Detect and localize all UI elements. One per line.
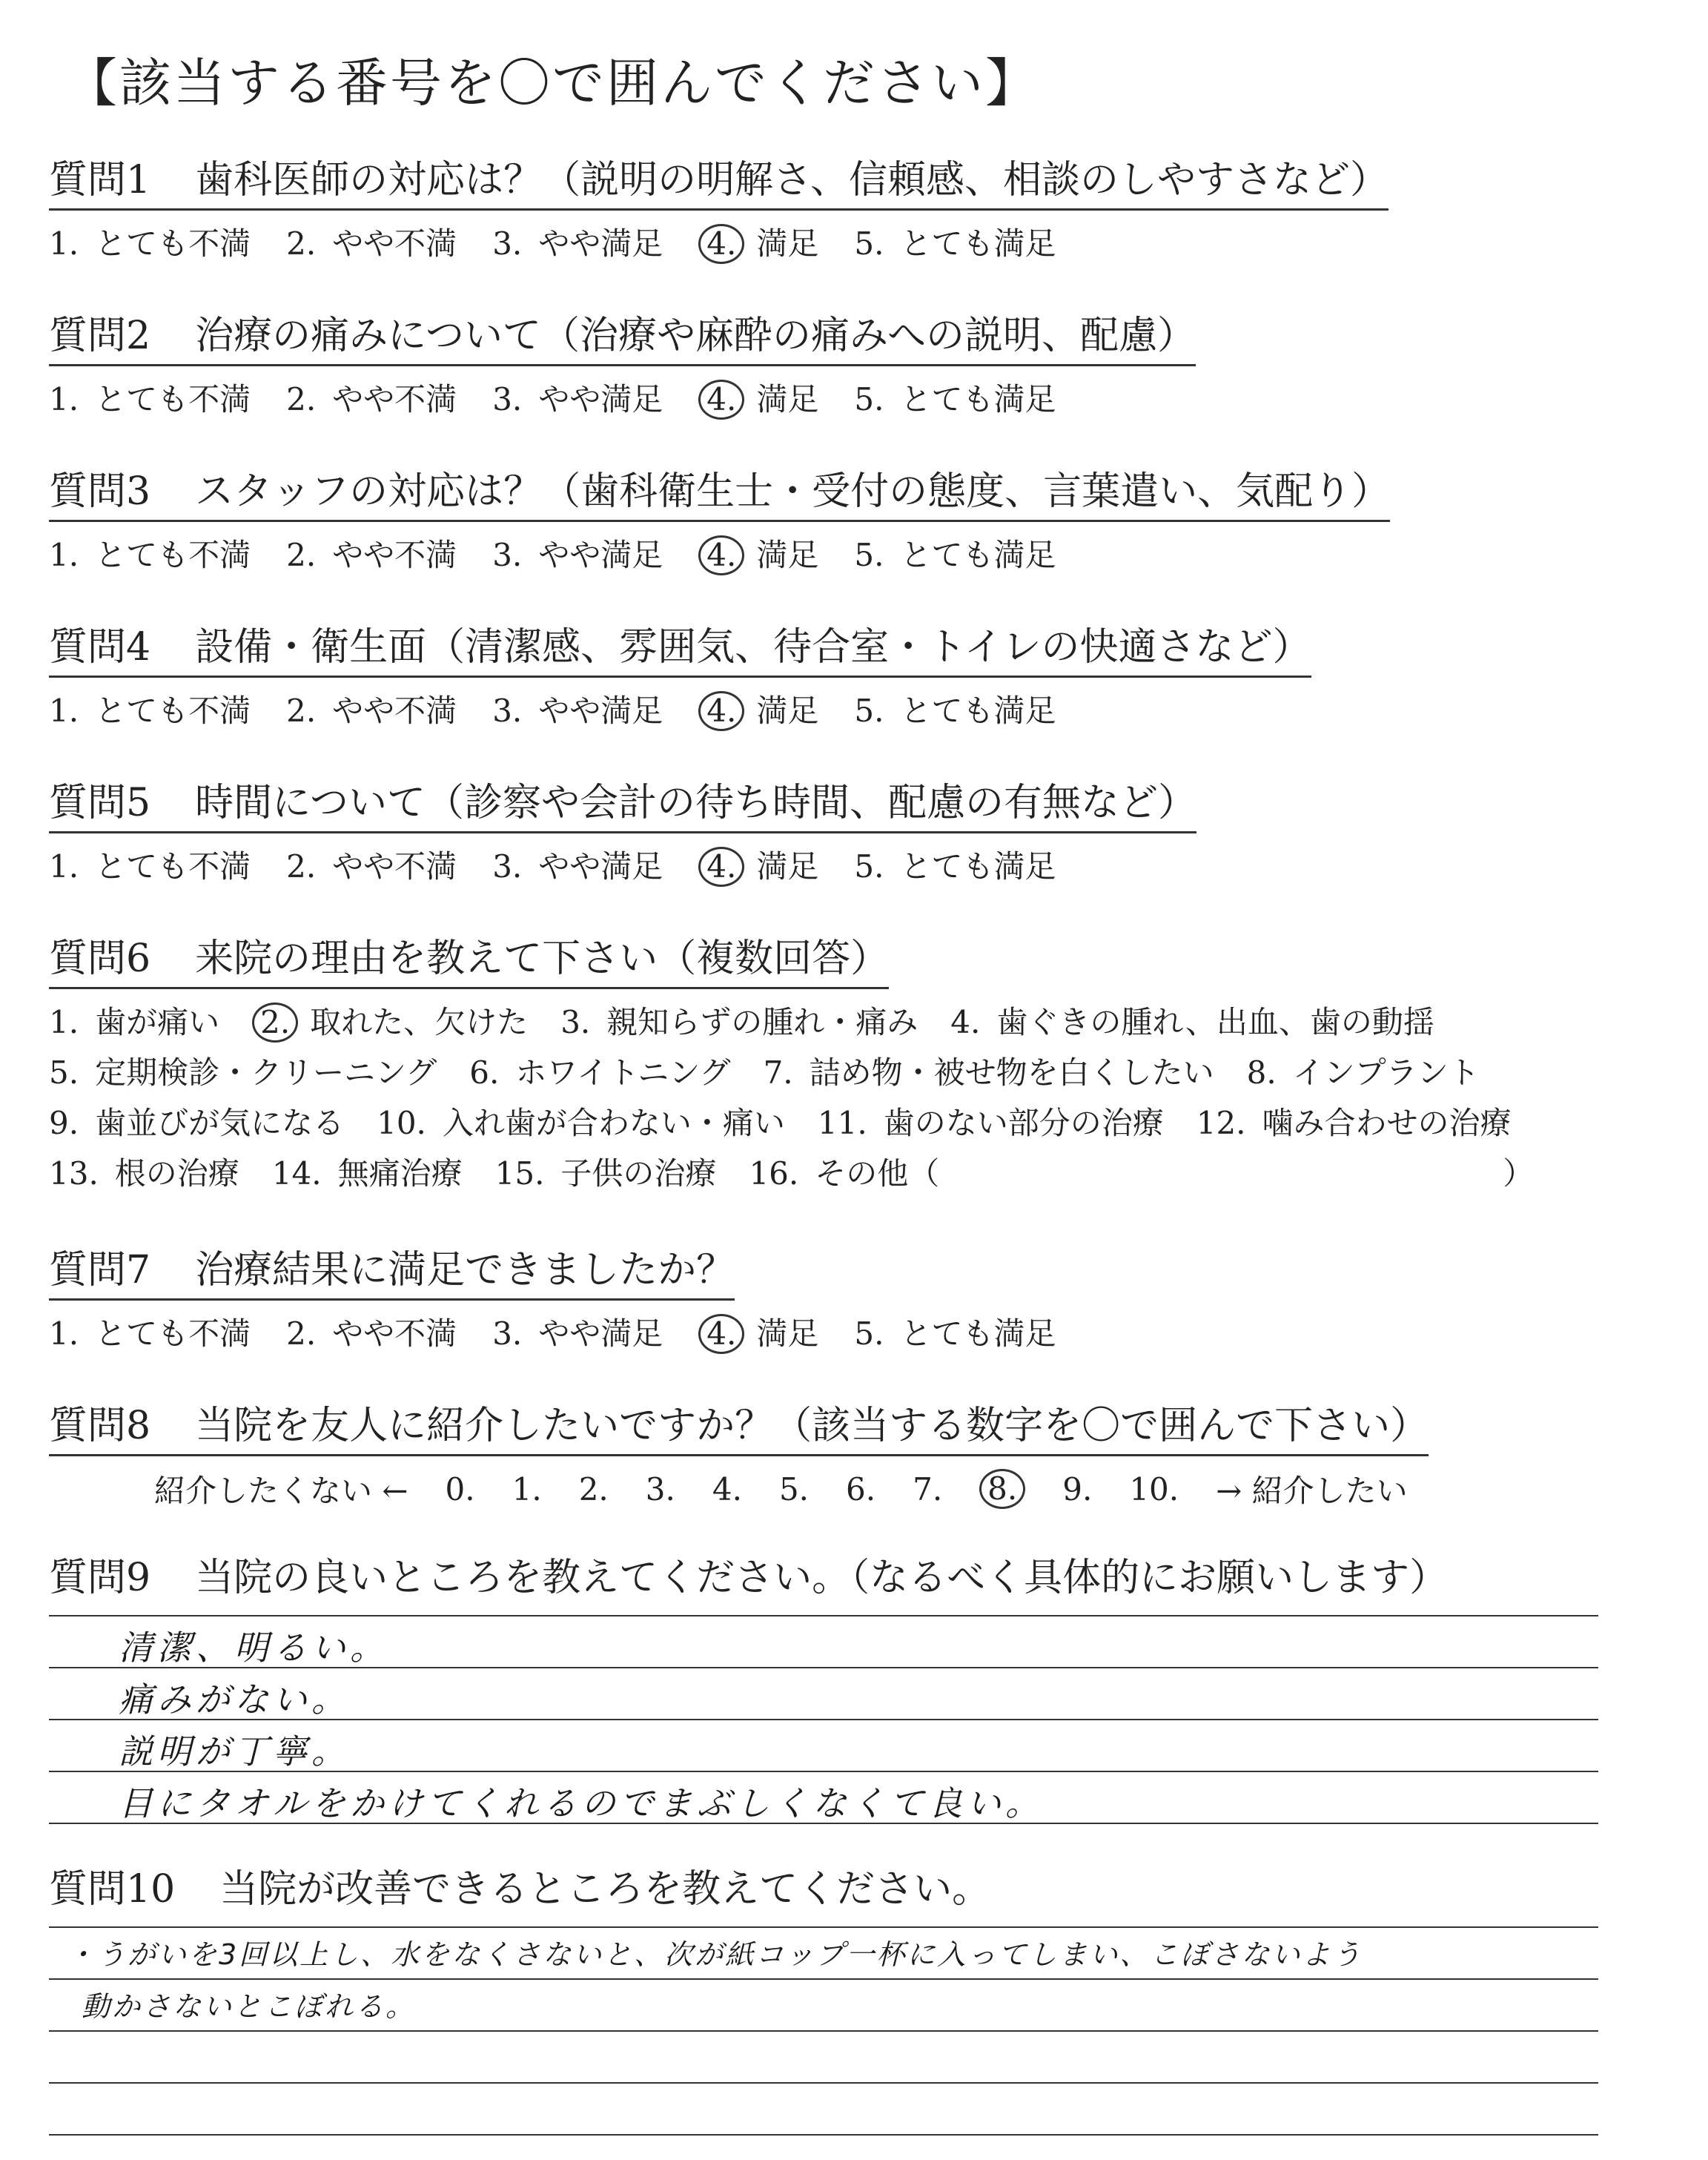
question-heading: [49, 1857, 990, 1918]
handwritten-answer: 痛みがない。: [119, 1680, 350, 1720]
rating-options: [49, 842, 1196, 887]
rating-option[interactable]: 1. とても不満: [49, 537, 251, 573]
scale-value[interactable]: 2.: [578, 1470, 609, 1507]
reason-row: [49, 995, 1566, 1046]
rating-option[interactable]: 5. とても満足: [854, 848, 1056, 885]
reason-option[interactable]: 11. 歯のない部分の治療: [817, 1105, 1164, 1141]
handwritten-answer: 動かさないとこぼれる。: [82, 1990, 417, 2023]
rating-option[interactable]: 1. とても不満: [49, 381, 251, 417]
question-heading: [49, 460, 1390, 522]
question-5: [49, 771, 1196, 887]
reason-option[interactable]: 10. 入れ歯が合わない・痛い: [377, 1105, 785, 1141]
question-6: [49, 927, 1566, 1197]
question-text: 来院の理由を教えて下さい（複数回答）: [195, 937, 890, 981]
reason-option[interactable]: 6. ホワイトニング: [469, 1054, 731, 1091]
question-text: 当院が改善できるところを教えてください。: [219, 1867, 991, 1912]
rating-option-selected[interactable]: 4. 満足: [698, 842, 818, 887]
rating-option[interactable]: 3. やや満足: [492, 537, 663, 573]
rating-options: [49, 687, 1311, 731]
question-number: 質問3: [49, 469, 151, 514]
rating-option-selected[interactable]: 4. 満足: [698, 531, 818, 575]
question-number: 質問10: [49, 1867, 176, 1912]
question-text: 治療結果に満足できましたか？: [195, 1248, 735, 1292]
rating-option-selected[interactable]: 4. 満足: [698, 375, 818, 420]
question-text: スタッフの対応は？（歯科衛生士・受付の態度、言葉遣い、気配り）: [195, 469, 1391, 514]
question-heading: [49, 1394, 1429, 1456]
answer-line: [49, 1978, 1598, 1980]
question-text: 当院を友人に紹介したいですか？（該当する数字を〇で囲んで下さい）: [195, 1404, 1429, 1448]
question-text: 時間について（診察や会計の待ち時間、配慮の有無など）: [195, 781, 1197, 825]
handwritten-answer: 目にタオルをかけてくれるのでまぶしくなくて良い。: [119, 1783, 1044, 1823]
reason-option[interactable]: 7. 詰め物・被せ物を白くしたい: [763, 1054, 1214, 1091]
question-7: [49, 1238, 1091, 1354]
question-number: 質問4: [49, 625, 151, 670]
question-8: [49, 1394, 1445, 1511]
rating-option-selected[interactable]: 4. 満足: [698, 219, 818, 264]
recommend-scale: [154, 1467, 1445, 1511]
question-heading: [49, 304, 1196, 366]
scale-value[interactable]: 4.: [712, 1470, 742, 1507]
rating-option[interactable]: 2. やや不満: [286, 381, 457, 417]
reason-option[interactable]: 14. 無痛治療: [271, 1155, 463, 1192]
question-4: [49, 615, 1311, 731]
rating-options: [49, 531, 1390, 575]
question-2: [49, 304, 1196, 420]
reason-row: [49, 1146, 1566, 1197]
question-heading: [49, 615, 1311, 678]
question-number: 質問9: [49, 1556, 151, 1600]
rating-option-selected[interactable]: 4. 満足: [698, 687, 818, 731]
rating-option[interactable]: 3. やや満足: [492, 693, 663, 729]
reason-option[interactable]: 3. 親知らずの腫れ・痛み: [560, 1004, 918, 1040]
rating-option[interactable]: 2. やや不満: [286, 537, 457, 573]
reason-option[interactable]: 12. 噛み合わせの治療: [1196, 1105, 1512, 1141]
answer-line: [49, 2082, 1598, 2084]
reason-row: [49, 1046, 1566, 1096]
page-title: 【該当する番号を〇で囲んでください】: [65, 53, 1039, 113]
reason-row: [49, 1096, 1566, 1146]
scale-value[interactable]: 5.: [778, 1470, 810, 1507]
handwritten-answer: 清潔、明るい。: [119, 1628, 388, 1668]
scale-value[interactable]: 7.: [913, 1470, 943, 1507]
rating-option[interactable]: 5. とても満足: [854, 225, 1056, 262]
rating-option[interactable]: 3. やや満足: [492, 1315, 663, 1352]
scale-value[interactable]: 3.: [645, 1470, 675, 1507]
scale-right-label: → 紹介したい: [1216, 1473, 1408, 1509]
question-text: 設備・衛生面（清潔感、雰囲気、待合室・トイレの快適さなど）: [195, 625, 1311, 670]
rating-option[interactable]: 3. やや満足: [492, 225, 663, 262]
question-heading: [49, 1238, 735, 1301]
rating-option[interactable]: 5. とても満足: [854, 381, 1056, 417]
rating-option[interactable]: 5. とても満足: [854, 537, 1056, 573]
reason-option[interactable]: 1. 歯が痛い: [49, 1004, 220, 1040]
reason-option[interactable]: 15. 子供の治療: [494, 1155, 717, 1192]
rating-option[interactable]: 5. とても満足: [854, 1315, 1056, 1352]
question-text: 歯科医師の対応は？（説明の明解さ、信頼感、相談のしやすさなど）: [195, 158, 1389, 202]
scale-left-label: 紹介したくない ←: [154, 1473, 408, 1509]
rating-option-selected[interactable]: 4. 満足: [698, 1309, 818, 1354]
reason-option-other[interactable]: 16. その他（ ）: [749, 1155, 1535, 1192]
handwritten-answer: 説明が丁寧。: [119, 1731, 350, 1771]
scale-value[interactable]: 1.: [512, 1470, 542, 1507]
scale-value[interactable]: 10.: [1129, 1470, 1179, 1507]
rating-option[interactable]: 1. とても不満: [49, 693, 251, 729]
question-number: 質問1: [49, 158, 151, 202]
rating-option[interactable]: 2. やや不満: [286, 693, 457, 729]
reason-option[interactable]: 9. 歯並びが気になる: [49, 1105, 345, 1141]
scale-value[interactable]: 9.: [1062, 1470, 1093, 1507]
question-number: 質問8: [49, 1404, 151, 1448]
answer-line: [49, 1615, 1598, 1616]
answer-line: [49, 1926, 1598, 1928]
handwritten-answer: ・うがいを3回以上し、水をなくさないと、次が紙コップ一杯に入ってしまい、こぼさないよう: [67, 1938, 1363, 1971]
reason-option[interactable]: 5. 定期検診・クリーニング: [49, 1054, 437, 1091]
question-heading: [49, 1546, 1448, 1606]
reason-option[interactable]: 8. インプラント: [1246, 1054, 1480, 1091]
answer-line: [49, 2030, 1598, 2032]
rating-option[interactable]: 3. やや満足: [492, 848, 663, 885]
question-heading: [49, 771, 1196, 833]
rating-option[interactable]: 2. やや不満: [286, 1315, 457, 1352]
scale-value[interactable]: 0.: [445, 1470, 475, 1507]
question-number: 質問7: [49, 1248, 151, 1292]
reason-options: [49, 995, 1566, 1197]
scale-value[interactable]: 6.: [846, 1470, 876, 1507]
question-9: [49, 1546, 1448, 1606]
question-heading: [49, 927, 889, 989]
reason-option[interactable]: 4. 歯ぐきの腫れ、出血、歯の動揺: [950, 1004, 1434, 1040]
answer-line: [49, 2134, 1598, 2136]
rating-option[interactable]: 1. とても不満: [49, 848, 251, 885]
question-number: 質問6: [49, 937, 151, 981]
question-10: [49, 1857, 990, 1918]
rating-option[interactable]: 1. とても不満: [49, 1315, 251, 1352]
question-number: 質問2: [49, 314, 151, 358]
question-1: [49, 148, 1388, 264]
rating-option[interactable]: 2. やや不満: [286, 225, 457, 262]
rating-option[interactable]: 5. とても満足: [854, 693, 1056, 729]
question-text: 治療の痛みについて（治療や麻酔の痛みへの説明、配慮）: [195, 314, 1196, 358]
scale-value-selected[interactable]: 8.: [979, 1469, 1025, 1509]
rating-option[interactable]: 1. とても不満: [49, 225, 251, 262]
reason-option[interactable]: 13. 根の治療: [49, 1155, 239, 1192]
rating-option[interactable]: 2. やや不満: [286, 848, 457, 885]
rating-option[interactable]: 3. やや満足: [492, 381, 663, 417]
question-heading: [49, 148, 1388, 211]
rating-options: [49, 375, 1196, 420]
rating-options: [49, 219, 1388, 264]
question-text: 当院の良いところを教えてください。（なるべく具体的にお願いします）: [195, 1556, 1449, 1600]
rating-options: [49, 1309, 1091, 1354]
question-3: [49, 460, 1390, 575]
question-number: 質問5: [49, 781, 151, 825]
reason-option-selected[interactable]: 2. 取れた、欠けた: [252, 998, 528, 1043]
